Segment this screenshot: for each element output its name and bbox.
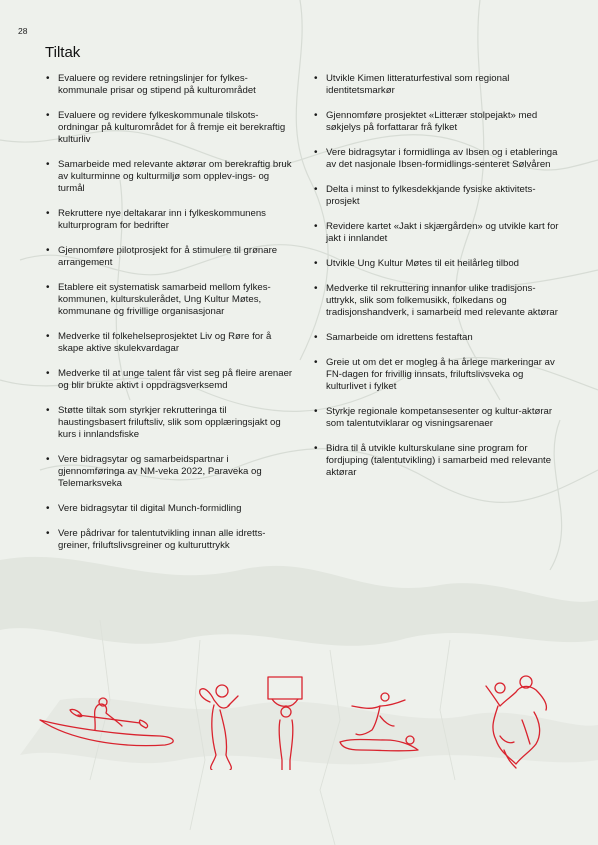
list-item: • Samarbeide med relevante aktørar om berekraftig bruk av kulturminne og kulturmiljø som opplev-ings- og turmål [44,159,294,195]
list-item: • Medverke til rekruttering innanfor ulike tradisjons-uttrykk, slik som folkemusikk, folkedans og tradisjonshandverk, i samarbeid med relevante aktørar [312,283,562,319]
page-number: 28 [18,26,28,36]
list-item: • Rekruttere nye deltakarar inn i fylkeskommunens kulturprogram for bedrifter [44,208,294,232]
list-item: • Evaluere og revidere fylkeskommunale tilskots-ordningar på kulturområdet for å fremje eit berekraftig kulturliv [44,110,294,146]
list-item: • Vere bidragsytar og samarbeidspartnar i gjennomføringa av NM-veka 2022, Paraveka og Telemarksveka [44,454,294,490]
person-holding-sign-icon [268,677,302,770]
list-item: • Støtte tiltak som styrkjer rekrutteringa til haustingsbasert friluftsliv, slik som opplæringsjakt og kurs i innlandsfiske [44,405,294,441]
illustration-strip [0,660,598,770]
measures-list-right [312,73,562,492]
list-item: • Etablere eit systematisk samarbeid mellom fylkes-kommunen, kulturskulerådet, Ung Kultur Møtes, kommunane og frivillige organisasjonar [44,282,294,318]
list-item: • Delta i minst to fylkesdekkjande fysiske aktivitets-prosjekt [312,184,562,208]
list-item: • Utvikle Ung Kultur Møtes til eit heilårleg tilbod [312,258,562,270]
yoga-poses-icon [340,693,418,751]
list-item: • Samarbeide om idrettens festaftan [312,332,562,344]
list-item: • Medverke til folkehelseprosjektet Liv og Røre for å skape aktive skulekvardagar [44,331,294,355]
list-item: • Gjennomføre pilotprosjekt for å stimulere til grønare arrangement [44,245,294,269]
list-item: • Revidere kartet «Jakt i skjærgården» og utvikle kart for jakt i innlandet [312,221,562,245]
list-item: • Evaluere og revidere retningslinjer for fylkes-kommunale prisar og stipend på kulturområdet [44,73,294,97]
person-with-stick-icon [200,685,238,770]
measures-list-left [44,73,294,565]
list-item: • Styrkje regionale kompetansesenter og kultur-aktørar som talentutviklarar og visningsarenaer [312,406,562,430]
list-item: • Gjennomføre prosjektet «Litterær stolpejakt» med søkjelys på forfattarar frå fylket [312,110,562,134]
list-item: • Greie ut om det er mogleg å ha årlege markeringar av FN-dagen for frivillig innsats, friluftslivsveka og kulturlivet i fylket [312,357,562,393]
page-title: Tiltak [45,44,81,61]
list-item: • Utvikle Kimen litteraturfestival som regional identitetsmarkør [312,73,562,97]
list-item: • Vere pådrivar for talentutvikling innan alle idretts-greiner, friluftslivsgreiner og kulturuttrykk [44,528,294,552]
kayaker-icon [40,698,173,746]
dancing-couple-icon [486,676,546,768]
list-item: • Medverke til at unge talent får vist seg på fleire arenaer og blir brukte aktivt i oppdragsverksemd [44,368,294,392]
list-item: • Bidra til å utvikle kulturskulane sine program for fordjuping (talentutvikling) i samarbeid med relevante aktørar [312,443,562,479]
list-item: • Vere bidragsytar i formidlinga av Ibsen og i etableringa av det nasjonale Ibsen-formidlings-senteret Sølvåren [312,147,562,171]
list-item: • Vere bidragsytar til digital Munch-formidling [44,503,294,515]
